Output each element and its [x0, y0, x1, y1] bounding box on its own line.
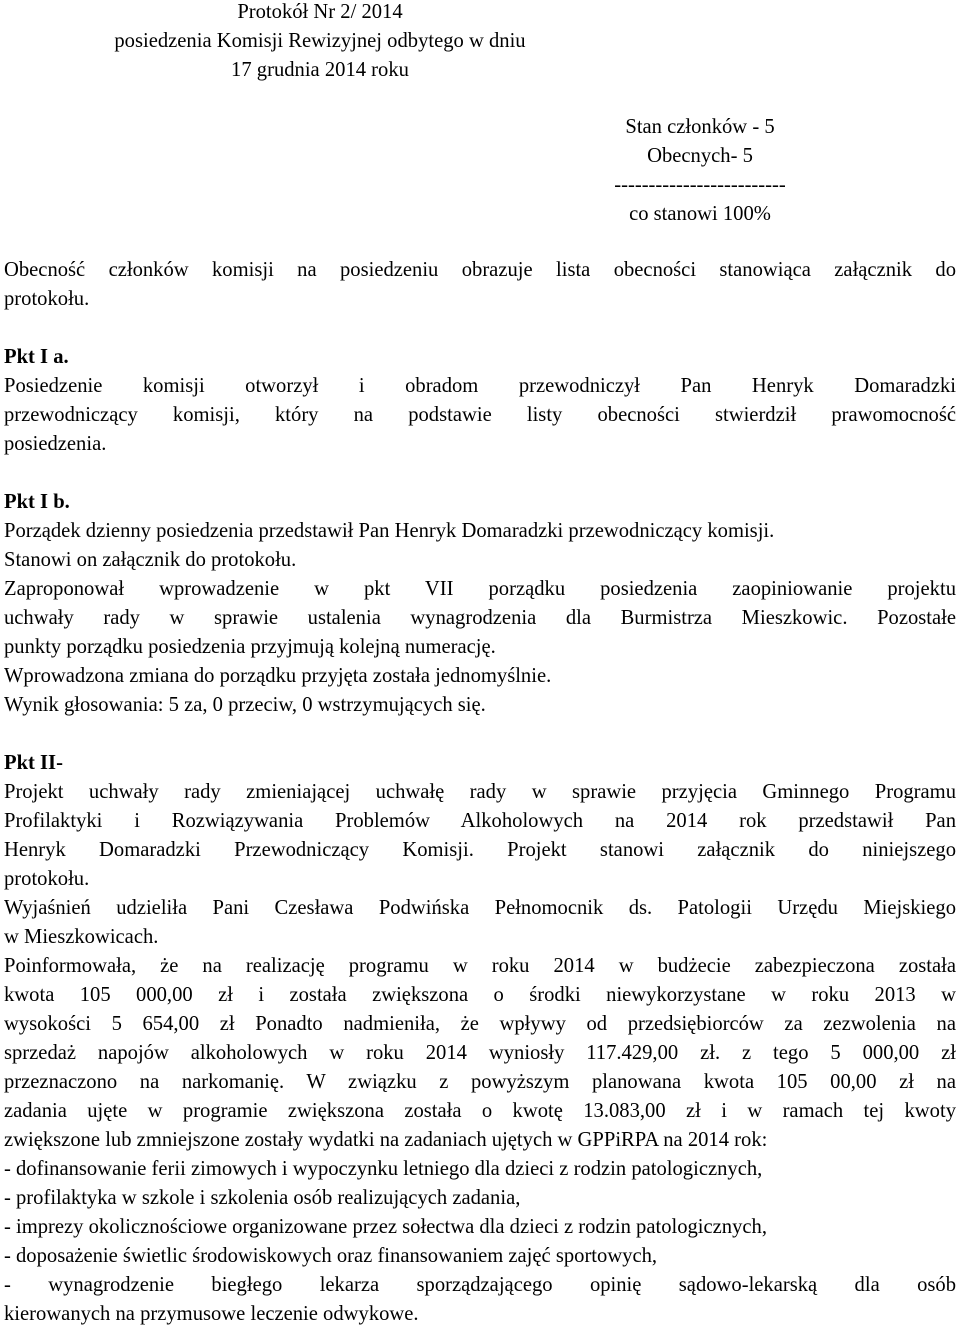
text-line: protokołu. — [4, 868, 90, 890]
text-line: posiedzenia. — [4, 433, 107, 455]
document-header — [4, 0, 956, 85]
document-title: Protokół Nr 2/ 2014 — [237, 1, 403, 23]
text-line: Profilaktyki i Rozwiązywania Problemów Alkoholowych na 2014 rok przedstawił Pan — [4, 810, 956, 832]
text-line: Porządek dzienny posiedzenia przedstawił Pan Henryk Domaradzki przewodniczący komisji. — [4, 520, 775, 542]
text-line: Obecność członków komisji na posiedzeniu obrazuje lista obecności stanowiąca załącznik do — [4, 259, 956, 281]
text-line: wysokości 5 654,00 zł Ponadto nadmieniła, że wpływy od przedsiębiorców za zezwolenia na — [4, 1013, 956, 1035]
section-heading: Pkt I b. — [4, 491, 70, 513]
section-pkt-1b — [4, 488, 956, 720]
members-count: Stan członków - 5 — [625, 116, 775, 138]
section-heading: Pkt I a. — [4, 346, 69, 368]
separator-line: ------------------------- — [614, 174, 786, 196]
text-line: Wprowadzona zmiana do porządku przyjęta została jednomyślnie. — [4, 665, 552, 687]
text-line: zadania ujęte w programie zwiększona została o kwotę 13.083,00 zł i w ramach tej kwoty — [4, 1100, 956, 1122]
text-line: Poinformowała, że na realizację programu w roku 2014 w budżecie zabezpieczona została — [4, 955, 956, 977]
document-subtitle: posiedzenia Komisji Rewizyjnej odbytego w dniu — [114, 30, 526, 52]
list-item: - doposażenie świetlic środowiskowych oraz finansowaniem zajęć sportowych, — [4, 1245, 658, 1267]
text-line: w Mieszkowicach. — [4, 926, 159, 948]
text-line: Wynik głosowania: 5 za, 0 przeciw, 0 wstrzymujących się. — [4, 694, 486, 716]
text-line: kwota 105 000,00 zł i została zwiększona o środki niewykorzystane w roku 2013 w — [4, 984, 956, 1006]
text-line: protokołu. — [4, 288, 90, 310]
attendance-block — [4, 113, 956, 229]
list-item: - dofinansowanie ferii zimowych i wypoczynku letniego dla dzieci z rodzin patologicznych, — [4, 1158, 763, 1180]
text-line: przewodniczący komisji, który na podstawie listy obecności stwierdził prawomocność — [4, 404, 956, 426]
list-item: - profilaktyka w szkole i szkolenia osób realizujących zadania, — [4, 1187, 521, 1209]
text-line: przeznaczono na narkomanię. W związku z powyższym planowana kwota 105 00,00 zł na — [4, 1071, 956, 1093]
text-line: sprzedaż napojów alkoholowych w roku 2014 wyniosły 117.429,00 zł. z tego 5 000,00 zł — [4, 1042, 956, 1064]
list-item: - imprezy okolicznościowe organizowane przez sołectwa dla dzieci z rodzin patologicznych, — [4, 1216, 767, 1238]
text-line: Posiedzenie komisji otworzył i obradom przewodniczył Pan Henryk Domaradzki — [4, 375, 956, 397]
text-line: Stanowi on załącznik do protokołu. — [4, 549, 297, 571]
document-body — [4, 256, 956, 1329]
text-line: Wyjaśnień udzieliła Pani Czesława Podwińska Pełnomocnik ds. Patologii Urzędu Miejskiego — [4, 897, 956, 919]
text-line: Zaproponował wprowadzenie w pkt VII porządku posiedzenia zaopiniowanie projektu — [4, 578, 956, 600]
intro-paragraph — [4, 256, 956, 314]
text-line: Henryk Domaradzki Przewodniczący Komisji. Projekt stanowi załącznik do niniejszego — [4, 839, 956, 861]
text-line: uchwały rady w sprawie ustalenia wynagrodzenia dla Burmistrza Mieszkowic. Pozostałe — [4, 607, 956, 629]
text-line: zwiększone lub zmniejszone zostały wydatki na zadaniach ujętych w GPPiRPA na 2014 rok: — [4, 1129, 768, 1151]
section-heading: Pkt II- — [4, 752, 63, 774]
list-item: - wynagrodzenie biegłego lekarza sporządzającego opinię sądowo-lekarską dla osób — [4, 1274, 956, 1296]
attendance-percentage: co stanowi 100% — [629, 203, 771, 225]
text-line: punkty porządku posiedzenia przyjmują kolejną numerację. — [4, 636, 496, 658]
text-line: kierowanych na przymusowe leczenie odwykowe. — [4, 1303, 419, 1325]
section-pkt-2 — [4, 749, 956, 1329]
present-count: Obecnych- 5 — [647, 145, 753, 167]
text-line: Projekt uchwały rady zmieniającej uchwałę rady w sprawie przyjęcia Gminnego Programu — [4, 781, 956, 803]
document-date: 17 grudnia 2014 roku — [231, 59, 409, 81]
section-pkt-1a — [4, 343, 956, 459]
